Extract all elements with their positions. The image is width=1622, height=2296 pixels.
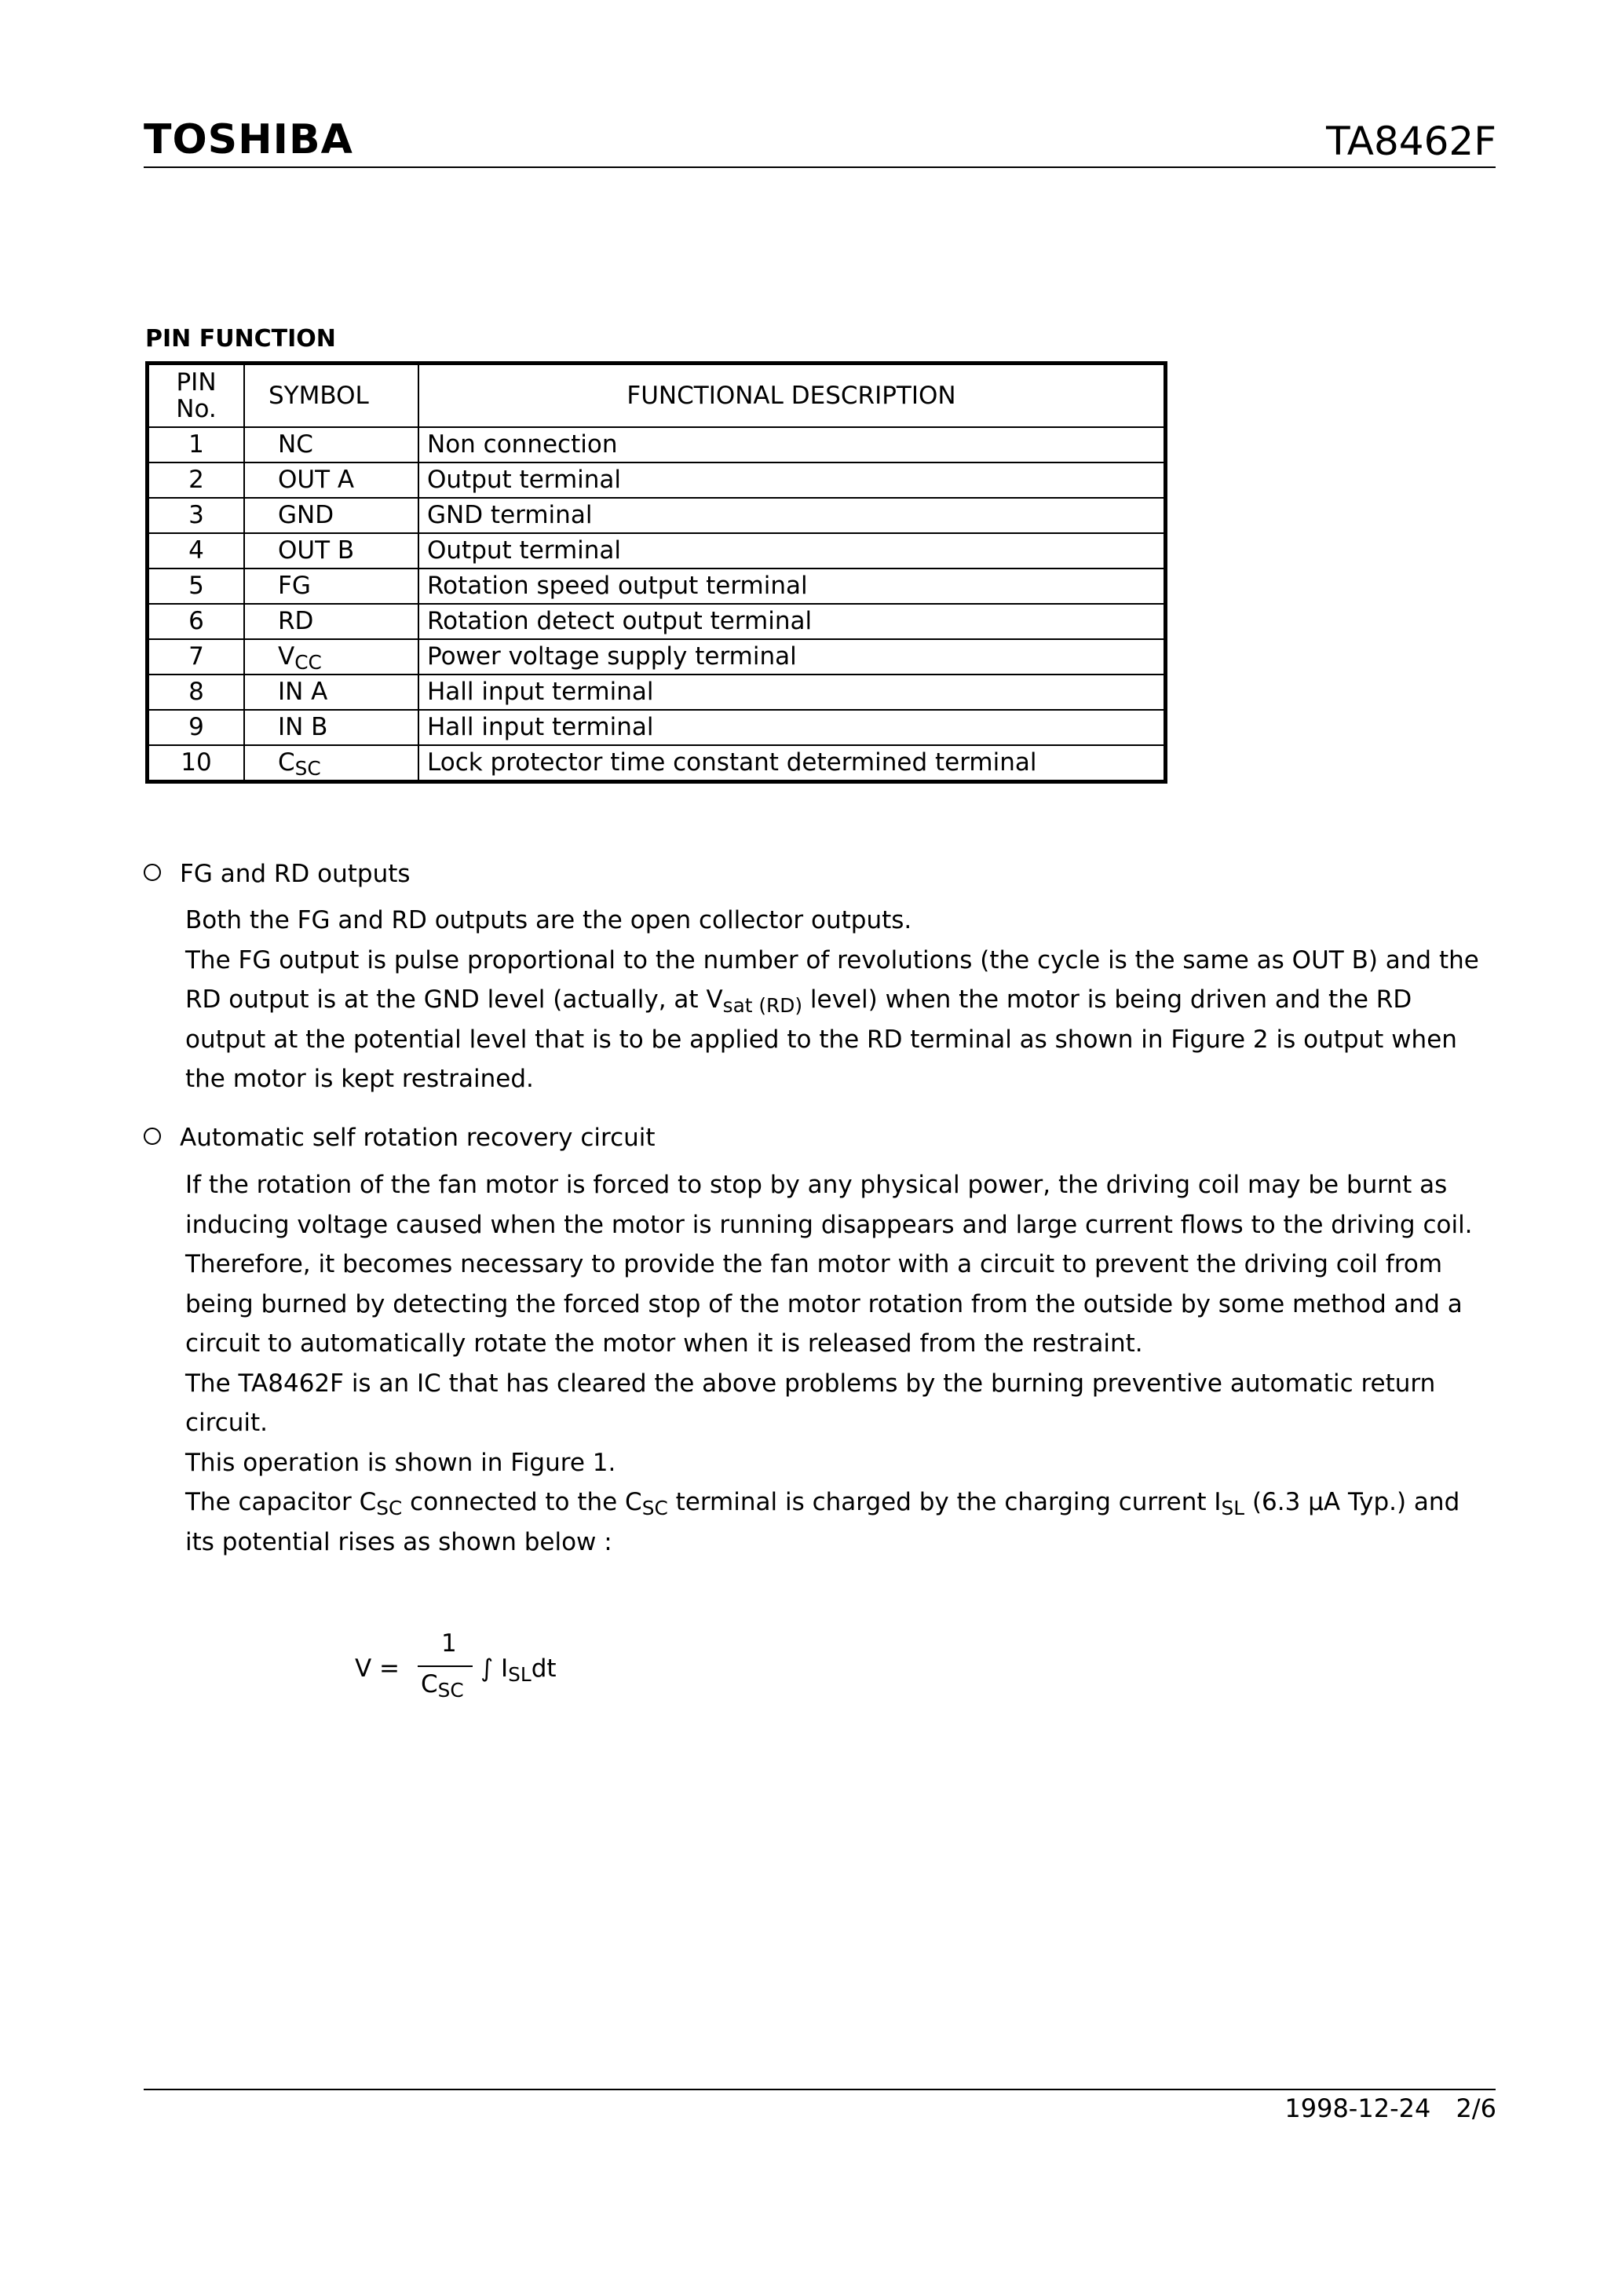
column-header-pin-no: PIN No. [148, 364, 245, 428]
column-header-symbol: SYMBOL [244, 364, 418, 428]
pin-symbol: IN A [244, 675, 418, 710]
table-row [148, 533, 1166, 569]
pin-number: 3 [148, 498, 245, 533]
equation-numerator: 1 [441, 1629, 457, 1658]
brand-logo: TOSHIBA [144, 116, 353, 163]
paragraph: The TA8462F is an IC that has cleared the above problems by the burning preventive automatic return circuit. [185, 1369, 1436, 1437]
footer-date: 1998-12-24 [1284, 2093, 1431, 2123]
fg-rd-heading: FG and RD outputs [144, 858, 411, 890]
pin-symbol: $V_{CC}$ [244, 639, 418, 675]
pin-symbol: RD [244, 604, 418, 639]
pin-description: Hall input terminal [418, 675, 1166, 710]
header-divider [144, 166, 1496, 168]
recovery-heading: Automatic self rotation recovery circuit [144, 1122, 656, 1153]
equation-lhs: V = [355, 1654, 400, 1683]
bullet-circle-icon [144, 864, 161, 881]
equation-rhs: ∫ $I_{SL}dt$ [480, 1654, 557, 1687]
table-row [148, 604, 1166, 639]
pin-description: Lock protector time constant determined terminal [418, 745, 1166, 782]
bullet-circle-icon [144, 1128, 161, 1145]
table-row [148, 745, 1166, 782]
pin-description: Output terminal [418, 462, 1166, 498]
footer [1284, 2093, 1496, 2124]
pin-symbol: FG [244, 569, 418, 604]
charging-equation [355, 1629, 622, 1716]
pin-symbol: OUT A [244, 462, 418, 498]
pin-number: 5 [148, 569, 245, 604]
pin-description: Power voltage supply terminal [418, 639, 1166, 675]
table-header-row [148, 364, 1166, 428]
paragraph: The capacitor $C_{SC}$ connected to the $C_{SC}$ terminal is charged by the charging current $I_{SL}$ (6.3 μA Typ.) and its potential rises as shown below : [185, 1488, 1460, 1556]
pin-symbol: IN B [244, 710, 418, 745]
pin-number: 1 [148, 427, 245, 462]
pin-symbol: GND [244, 498, 418, 533]
part-number: TA8462F [1326, 119, 1496, 164]
pin-description: GND terminal [418, 498, 1166, 533]
table-row [148, 462, 1166, 498]
paragraph: Therefore, it becomes necessary to provide the fan motor with a circuit to prevent the driving coil from being burned by detecting the forced stop of the motor rotation from the outside by some method and a circuit to automatically rotate the motor when it is released from the restraint. [185, 1250, 1463, 1358]
table-row [148, 569, 1166, 604]
column-header-description: FUNCTIONAL DESCRIPTION [418, 364, 1166, 428]
pin-number: 8 [148, 675, 245, 710]
pin-number: 6 [148, 604, 245, 639]
paragraph: The FG output is pulse proportional to the number of revolutions (the cycle is the same as OUT B) and the RD output is at the GND level (actually, at $V_{sat (RD)}$ level) when the motor is being driven and the RD output at the potential level that is to be applied to the RD terminal as shown in Figure 2 is output when the motor is kept restrained. [185, 945, 1479, 1093]
pin-number: 4 [148, 533, 245, 569]
table-row [148, 639, 1166, 675]
pin-number: 7 [148, 639, 245, 675]
table-row [148, 427, 1166, 462]
recovery-body [185, 1165, 1489, 1562]
pin-symbol: NC [244, 427, 418, 462]
pin-function-table [145, 361, 1167, 784]
page-number: 2/6 [1456, 2093, 1496, 2123]
pin-description: Rotation speed output terminal [418, 569, 1166, 604]
table-row [148, 710, 1166, 745]
pin-number: 2 [148, 462, 245, 498]
paragraph: This operation is shown in Figure 1. [185, 1448, 616, 1477]
paragraph: If the rotation of the fan motor is forced to stop by any physical power, the driving coil may be burnt as inducing voltage caused when the motor is running disappears and large current flows to the driving coil. [185, 1171, 1473, 1239]
section-title: PIN FUNCTION [145, 325, 336, 353]
pin-number: 9 [148, 710, 245, 745]
pin-description: Non connection [418, 427, 1166, 462]
fraction-bar [418, 1665, 473, 1667]
pin-description: Hall input terminal [418, 710, 1166, 745]
table-row [148, 498, 1166, 533]
pin-symbol: OUT B [244, 533, 418, 569]
table-row [148, 675, 1166, 710]
footer-divider [144, 2089, 1496, 2090]
pin-symbol: $C_{SC}$ [244, 745, 418, 782]
pin-description: Rotation detect output terminal [418, 604, 1166, 639]
fg-rd-body [185, 901, 1489, 1099]
pin-description: Output terminal [418, 533, 1166, 569]
equation-denominator: $C_{SC}$ [421, 1670, 464, 1702]
paragraph: Both the FG and RD outputs are the open collector outputs. [185, 906, 912, 934]
pin-number: 10 [148, 745, 245, 782]
